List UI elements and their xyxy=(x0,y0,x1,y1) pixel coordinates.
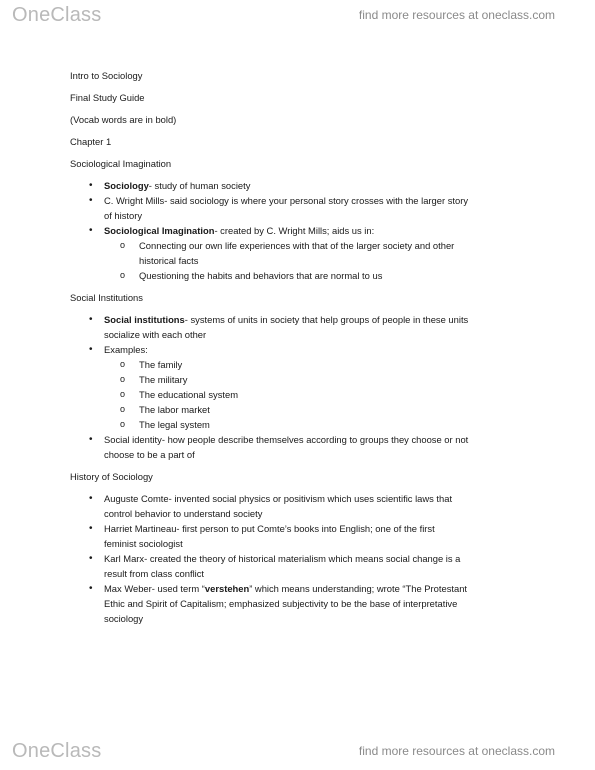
doc-note: (Vocab words are in bold) xyxy=(70,114,177,125)
bullet-list xyxy=(70,312,540,462)
list-item xyxy=(70,581,540,626)
list-item xyxy=(70,342,540,357)
doc-subtitle: Final Study Guide xyxy=(70,92,145,103)
list-text: of history xyxy=(104,210,143,221)
logo-text: OneClass xyxy=(12,4,102,26)
list-text: control behavior to understand society xyxy=(104,508,263,519)
list-text: sociology xyxy=(104,613,144,624)
list-item xyxy=(70,312,540,342)
vocab-term: Sociology xyxy=(104,180,149,191)
footer-tagline[interactable]: find more resources at oneclass.com xyxy=(358,744,555,758)
list-item xyxy=(70,193,540,223)
sub-list-item xyxy=(70,268,540,283)
list-item xyxy=(70,491,540,521)
vocab-term: Sociological Imagination xyxy=(104,225,215,236)
list-text: choose to be a part of xyxy=(104,449,195,460)
header-tagline[interactable]: find more resources at oneclass.com xyxy=(358,8,555,22)
list-text: o The labor market xyxy=(139,404,210,415)
doc-title: Intro to Sociology xyxy=(70,70,143,81)
list-text: o The educational system xyxy=(139,389,239,400)
sub-list-item xyxy=(70,402,540,417)
definition-text: - systems of units in society that help groups of people in these units xyxy=(184,314,469,325)
list-text: • Harriet Martineau- first person to put Comte’s books into English; one of the first xyxy=(104,523,435,534)
bullet-list xyxy=(70,178,540,283)
list-text: • C. Wright Mills- said sociology is where your personal story crosses with the larger story xyxy=(104,195,469,206)
vocab-term: Social institutions xyxy=(104,314,185,325)
list-text: • Examples: xyxy=(104,344,148,355)
sub-list-item xyxy=(70,357,540,372)
list-text: o The legal system xyxy=(139,419,210,430)
bullet-list xyxy=(70,491,540,626)
list-text: ” which means understanding; wrote “The Protestant xyxy=(249,583,468,594)
sub-list-item xyxy=(70,387,540,402)
list-text: o The military xyxy=(139,374,188,385)
oneclass-logo[interactable] xyxy=(12,740,101,763)
list-text: • Auguste Comte- invented social physics or positivism which uses scientific laws that xyxy=(104,493,453,504)
list-text: socialize with each other xyxy=(104,329,207,340)
sub-list-item xyxy=(70,417,540,432)
definition-text: - created by C. Wright Mills; aids us in: xyxy=(214,225,375,236)
list-text: Max Weber- used term “ xyxy=(104,583,205,594)
list-text: feminist sociologist xyxy=(104,538,183,549)
section-heading: Social Institutions xyxy=(70,292,143,303)
list-item xyxy=(70,223,540,238)
document-body xyxy=(70,68,540,626)
list-item xyxy=(70,178,540,193)
list-text: o The family xyxy=(139,359,183,370)
sub-list-item xyxy=(70,372,540,387)
definition-text: - study of human society xyxy=(148,180,251,191)
list-item xyxy=(70,432,540,462)
oneclass-logo[interactable] xyxy=(12,4,101,27)
list-text: historical facts xyxy=(139,255,199,266)
list-text: • Social identity- how people describe themselves according to groups they choose or not xyxy=(104,434,469,445)
page-footer xyxy=(0,736,595,764)
list-text: Ethic and Spirit of Capitalism; emphasized subjectivity to be the base of interpretative xyxy=(104,598,458,609)
section-heading: Sociological Imagination xyxy=(70,158,172,169)
list-text: o Questioning the habits and behaviors that are normal to us xyxy=(139,270,383,281)
list-text: • Karl Marx- created the theory of historical materialism which means social change is a xyxy=(104,553,461,564)
section-heading: History of Sociology xyxy=(70,471,153,482)
page-header xyxy=(0,0,595,28)
list-item xyxy=(70,521,540,551)
chapter-heading: Chapter 1 xyxy=(70,136,112,147)
list-text: o Connecting our own life experiences with that of the larger society and other xyxy=(139,240,455,251)
list-item xyxy=(70,551,540,581)
logo-text: OneClass xyxy=(12,740,102,762)
list-text: result from class conflict xyxy=(104,568,205,579)
sub-list-item xyxy=(70,238,540,268)
vocab-term: verstehen xyxy=(204,583,250,594)
